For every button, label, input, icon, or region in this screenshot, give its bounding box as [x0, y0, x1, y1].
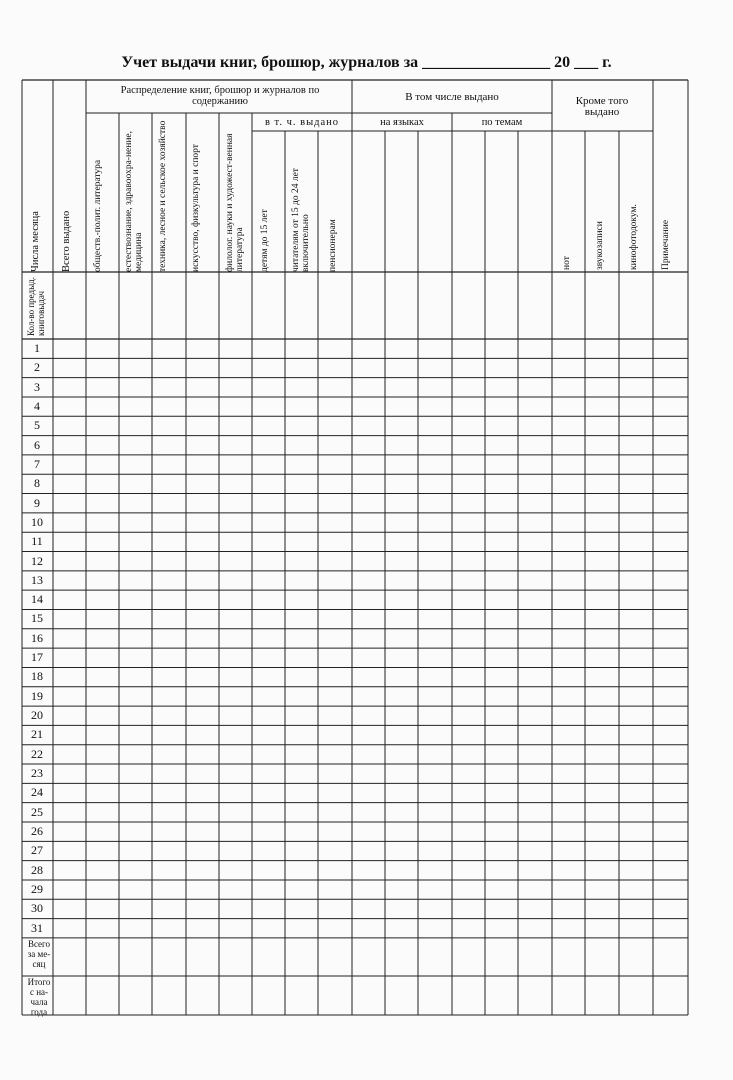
header-content-col-3: техника, лесное и сельское хозяйство	[158, 120, 168, 272]
header-including-issued: В том числе выдано	[405, 91, 499, 103]
day-label: 18	[31, 669, 43, 684]
day-label: 20	[31, 708, 43, 723]
header-content-col-1: обществ.-полит. литература	[93, 159, 103, 272]
header-besides-col-1: нот	[562, 256, 572, 270]
day-label: 9	[34, 495, 40, 510]
header-incl-col-2: читателям от 15 до 24 лет включительно	[291, 168, 311, 272]
form-title: Учет выдачи книг, брошюр, журналов за ________________ 20 ___ г.	[121, 54, 612, 71]
day-label: 28	[31, 862, 43, 877]
header-note: Примечание	[661, 219, 671, 270]
day-label: 1	[34, 341, 40, 355]
day-label: 31	[31, 920, 43, 935]
day-label: 2	[34, 360, 40, 375]
header-distribution: Распределение книг, брошюр и журналов по содержанию	[120, 85, 320, 107]
day-label: 21	[31, 727, 43, 742]
day-label: 12	[31, 553, 43, 568]
row-carryover-label: Кол-во предыд. книговыдач	[26, 276, 46, 336]
header-in-languages: на языках	[380, 117, 424, 128]
day-label: 7	[34, 456, 40, 471]
day-label: 11	[31, 534, 43, 549]
row-month-total-label: Всего за ме-сяц	[27, 939, 51, 969]
row-year-total-label: Итого с на-чала года	[27, 977, 51, 1017]
header-total-issued: Всего выдано	[61, 210, 72, 272]
header-besides-col-2: звукозаписи	[595, 221, 605, 270]
header-besides-col-3: кинофотодокум.	[629, 204, 639, 270]
header-content-col-4: искусство, физкультура и спорт	[191, 144, 201, 272]
header-content-col-5: филолог. науки и художест-венная литература	[225, 133, 245, 272]
day-label: 17	[31, 650, 43, 665]
day-label: 26	[31, 824, 43, 838]
day-label: 23	[31, 766, 43, 781]
day-label: 10	[31, 514, 43, 529]
day-label: 27	[31, 843, 43, 858]
header-by-topics: по темам	[481, 117, 523, 128]
day-label: 8	[34, 476, 40, 491]
day-label: 15	[31, 611, 43, 626]
day-label: 30	[31, 901, 43, 916]
header-days-of-month: Числа месяца	[30, 211, 41, 272]
day-label: 13	[31, 572, 43, 587]
header-incl-col-1: детям до 15 лет	[260, 209, 270, 272]
day-label: 22	[31, 746, 43, 761]
day-label: 25	[31, 804, 43, 819]
day-label: 19	[31, 688, 43, 703]
day-label: 3	[34, 379, 40, 394]
header-content-col-2: естествознание, здравоохра-нение, медицина	[124, 130, 144, 272]
day-label: 29	[31, 881, 43, 896]
day-label: 14	[31, 592, 43, 607]
header-incl-col-3: пенсионерам	[328, 219, 338, 272]
header-besides-issued: Кроме того выдано	[575, 95, 629, 118]
day-label: 4	[34, 398, 40, 413]
day-label: 24	[31, 785, 43, 800]
day-label: 5	[34, 418, 40, 433]
day-label: 6	[34, 437, 40, 452]
header-incl-issued: в т. ч. выдано	[264, 117, 340, 128]
day-label: 16	[31, 630, 43, 645]
